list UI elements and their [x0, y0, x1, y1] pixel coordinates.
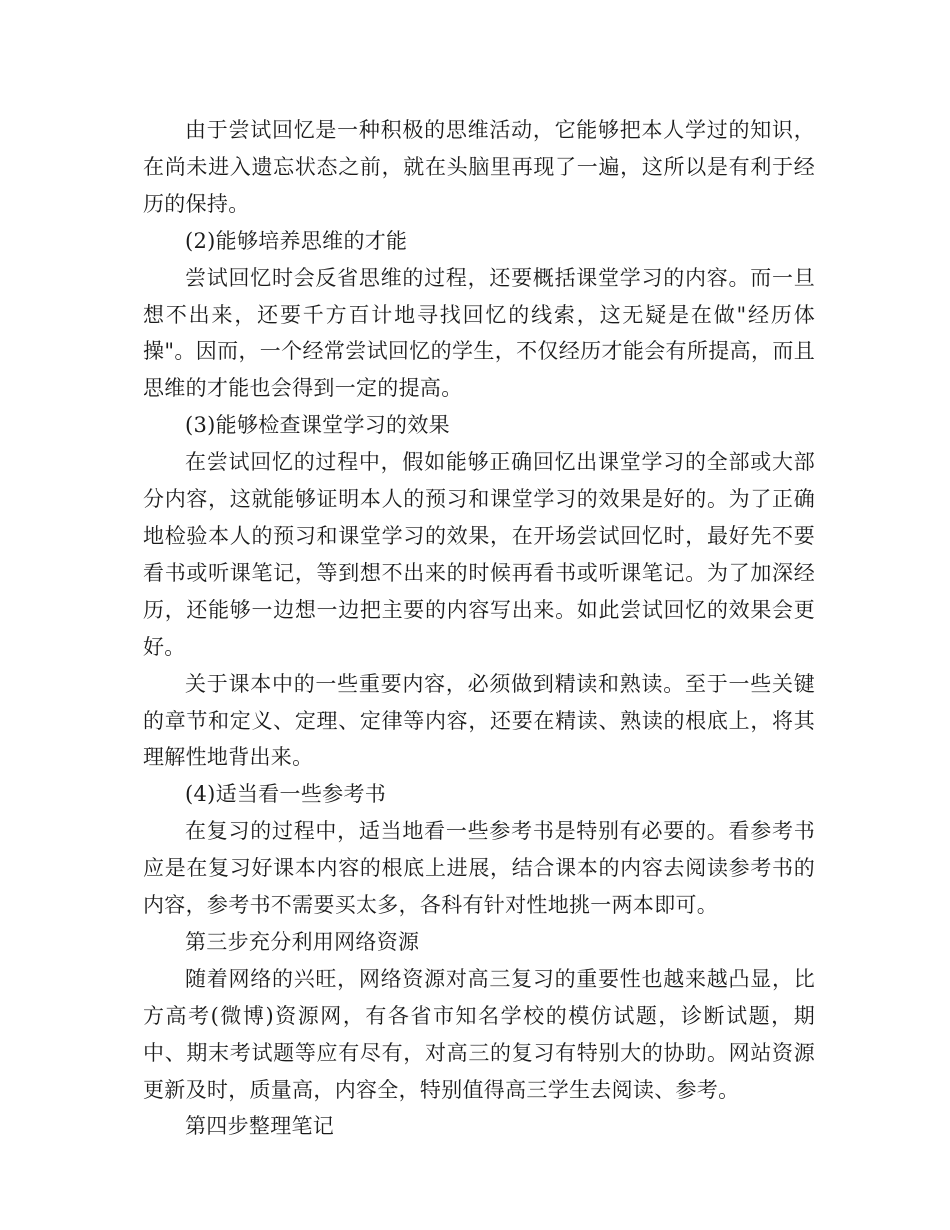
paragraph-check-learning-effect: 在尝试回忆的过程中，假如能够正确回忆出课堂学习的全部或大部分内容，这就能够证明本人的预习和课堂学习的效果是好的。为了正确地检验本人的预习和课堂学习的效果，在开场尝试回忆时，最好先不要看书或听课笔记，等到想不出来的时候再看书或听课笔记。为了加深经历，还能够一边想一边把主要的内容写出来。如此尝试回忆的效果会更好。 — [143, 450, 815, 659]
heading-step-four: 第四步整理笔记 — [185, 1114, 335, 1139]
heading-check-learning-effect: (3)能够检查课堂学习的效果 — [185, 413, 450, 438]
paragraph-memory-retention: 由于尝试回忆是一种积极的思维活动，它能够把本人学过的知识，在尚未进入遗忘状态之前，就在头脑里再现了一遍，这所以是有利于经历的保持。 — [143, 118, 815, 216]
heading-cultivate-thinking: (2)能够培养思维的才能 — [185, 228, 408, 253]
heading-step-three: 第三步充分利用网络资源 — [185, 929, 420, 954]
heading-reference-books: (4)适当看一些参考书 — [185, 782, 387, 807]
paragraph-intensive-reading: 关于课本中的一些重要内容，必须做到精读和熟读。至于一些关键的章节和定义、定理、定律等内容，还要在精读、熟读的根底上，将其理解性地背出来。 — [143, 671, 815, 770]
document-body — [143, 112, 815, 1145]
paragraph-thinking-ability: 尝试回忆时会反省思维的过程，还要概括课堂学习的内容。而一旦想不出来，还要千方百计地寻找回忆的线索，这无疑是在做"经历体操"。因而，一个经常尝试回忆的学生，不仅经历才能会有所提高，而且思维的才能也会得到一定的提高。 — [143, 265, 815, 401]
paragraph-network-resources: 随着网络的兴旺，网络资源对高三复习的重要性也越来越凸显，比方高考(微博)资源网，有各省市知名学校的模仿试题，诊断试题，期中、期末考试题等应有尽有，对高三的复习有特别大的协助。网站资源更新及时，质量高，内容全，特别值得高三学生去阅读、参考。 — [143, 966, 815, 1102]
paragraph-reference-books: 在复习的过程中，适当地看一些参考书是特别有必要的。看参考书应是在复习好课本内容的根底上进展，结合课本的内容去阅读参考书的内容，参考书不需要买太多，各科有针对性地挑一两本即可。 — [143, 819, 815, 918]
